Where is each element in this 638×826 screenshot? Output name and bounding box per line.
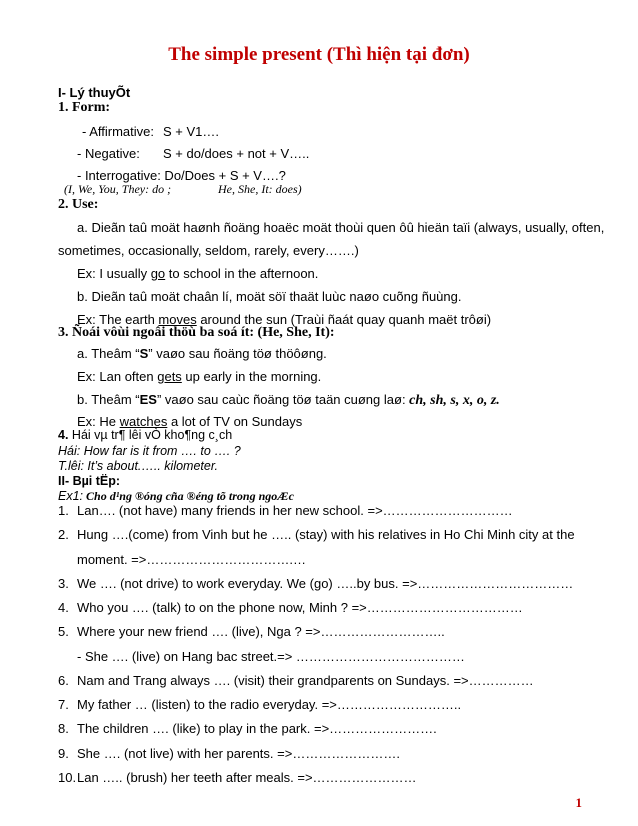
exercise-number: 5. — [58, 624, 69, 639]
form-heading: 1. Form: — [58, 100, 111, 115]
exercise-item — [58, 770, 417, 785]
pronoun-note-left: (I, We, You, They: do ; — [64, 182, 172, 196]
exercise-text: The children …. (like) to play in the park. =>……………………. — [77, 721, 437, 736]
use-a-line1: a. Dieãn taû moät haønh ñoäng hoaëc moät thoùi quen ôû hieän taïi (always, usually, often, — [77, 220, 605, 235]
distance-heading: 4. Hái vµ tr¶ lêi vÒ kho¶ng c¸ch — [58, 428, 233, 442]
exercise-number: 2. — [58, 527, 69, 542]
exercise-item — [77, 649, 465, 664]
exercise-text: moment. =>…………………………….… — [77, 552, 306, 567]
page-number: 1 — [575, 795, 582, 810]
example-3: Ex: Lan often gets up early in the morning. — [77, 369, 322, 384]
exercise-number: 3. — [58, 576, 69, 591]
exercise-item — [58, 721, 437, 736]
affirmative-label: - Affirmative: — [82, 124, 155, 139]
exercise-instruction: Ex1: Cho d¹ng ®óng cña ®éng tõ trong ngoÆc — [58, 489, 294, 503]
interrogative-formula: - Interrogative: Do/Does + S + V….? — [77, 168, 286, 183]
exercise-item — [58, 576, 573, 591]
distance-question: Hái: How far is it from …. to …. ? — [58, 444, 241, 458]
exercise-item — [77, 552, 306, 567]
third-person-heading: 3. Ñoái vôùi ngoâi thöù ba soá ít: (He, She, It): — [58, 325, 335, 340]
exercise-item — [58, 503, 513, 518]
exercise-text: - She …. (live) on Hang bac street.=> ………………………………… — [77, 649, 465, 664]
exercise-number: 4. — [58, 600, 69, 615]
use-heading: 2. Use: — [58, 197, 99, 212]
use-b: b. Dieãn taû moät chaân lí, moät söï thaät luùc naøo cuõng ñuùng. — [77, 289, 462, 304]
affirmative-formula: S + V1…. — [163, 124, 219, 139]
exercise-number: 7. — [58, 697, 69, 712]
third-person-rule-b: b. Theâm “ES” vaøo sau caùc ñoäng töø taän cuøng laø: ch, sh, s, x, o, z. — [77, 392, 500, 408]
practice-heading: II- Bµi tËp: — [58, 474, 121, 488]
exercise-text: Hung ….(come) from Vinh but he ….. (stay) with his relatives in Ho Chi Minh city at the — [77, 527, 575, 542]
distance-answer: T.lêi: It’s about.….. kilometer. — [58, 459, 219, 473]
exercise-number: 8. — [58, 721, 69, 736]
exercise-text: Where your new friend …. (live), Nga ? =>……………………….. — [77, 624, 445, 639]
exercise-text: My father … (listen) to the radio everyday. =>……………………….. — [77, 697, 462, 712]
exercise-number: 6. — [58, 673, 69, 688]
example-1: Ex: I usually go to school in the afternoon. — [77, 266, 319, 281]
use-a-line2: sometimes, occasionally, seldom, rarely, every…….) — [58, 243, 359, 258]
negative-formula: S + do/does + not + V….. — [163, 146, 310, 161]
negative-label: - Negative: — [77, 146, 140, 161]
third-person-rule-a: a. Theâm “S” vaøo sau ñoäng töø thöôøng. — [77, 346, 327, 361]
example-4: Ex: He watches a lot of TV on Sundays — [77, 414, 303, 429]
exercise-text: Who you …. (talk) to on the phone now, Minh ? =>……………………………… — [77, 600, 523, 615]
exercise-item — [58, 624, 445, 639]
document-title: The simple present (Thì hiện tại đơn) — [168, 44, 470, 65]
exercise-item — [58, 697, 461, 712]
theory-heading: I- Lý thuyÕt — [58, 85, 131, 100]
exercise-text: She …. (not live) with her parents. =>……………………. — [77, 746, 400, 761]
exercise-text: Lan ….. (brush) her teeth after meals. =>…………………… — [77, 770, 417, 785]
exercise-item — [58, 746, 400, 761]
exercise-number: 1. — [58, 503, 69, 518]
exercise-text: Lan…. (not have) many friends in her new school. =>………………………… — [77, 503, 513, 518]
exercise-text: Nam and Trang always …. (visit) their grandparents on Sundays. =>…………… — [77, 673, 534, 688]
exercise-number: 9. — [58, 746, 69, 761]
pronoun-note-right: He, She, It: does) — [218, 182, 302, 196]
exercise-item — [58, 673, 534, 688]
exercise-text: We …. (not drive) to work everyday. We (go) …..by bus. =>……………………………… — [77, 576, 574, 591]
exercise-item — [58, 600, 523, 615]
exercise-number: 10. — [58, 770, 77, 785]
example-2: Ex: The earth moves around the sun (Traùi ñaát quay quanh maët trôøi) — [77, 312, 492, 327]
exercise-item — [58, 527, 575, 542]
